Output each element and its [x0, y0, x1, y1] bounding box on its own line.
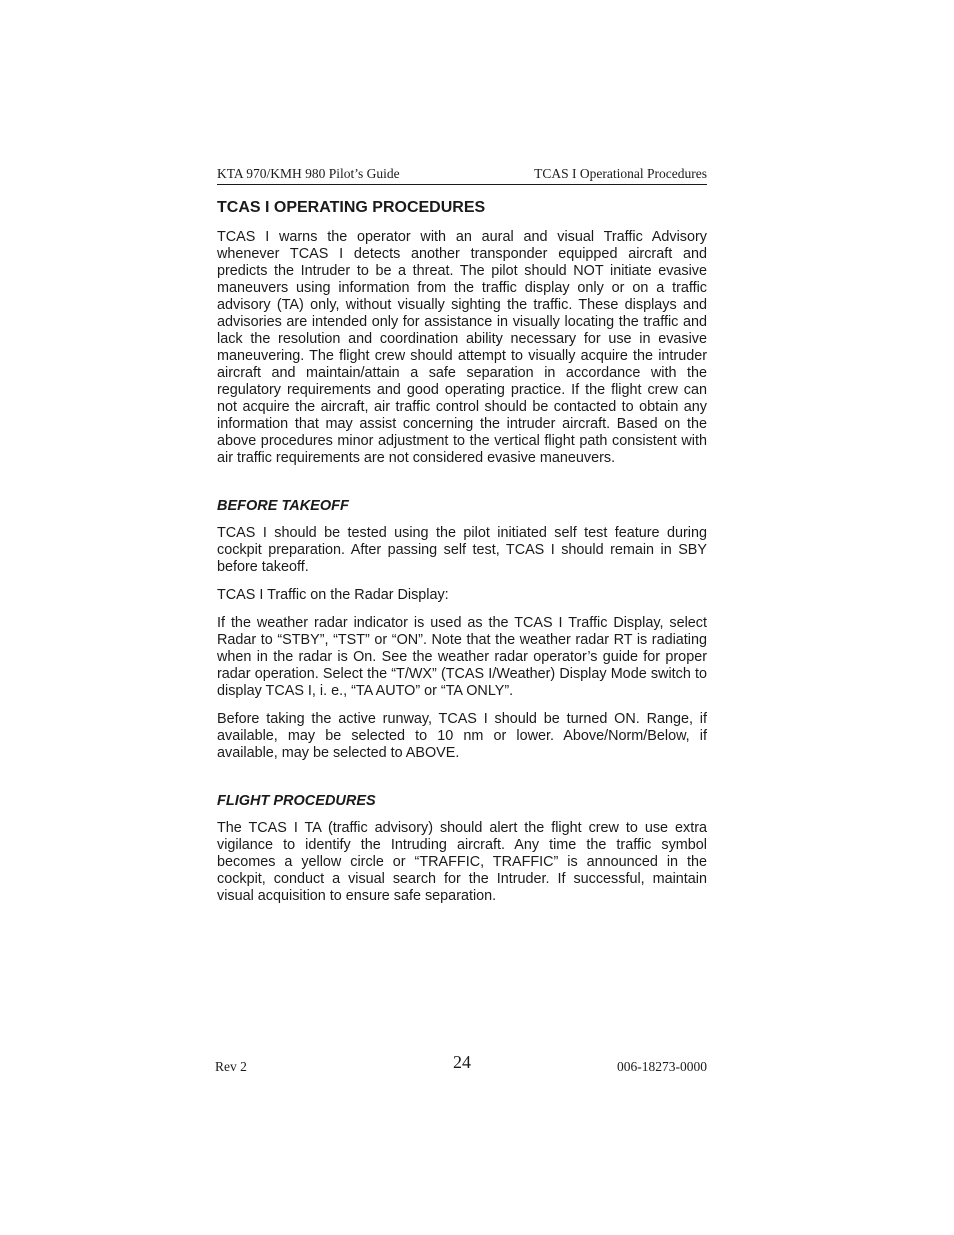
before-takeoff-paragraph-2: TCAS I Traffic on the Radar Display:	[217, 587, 449, 603]
footer-doc-number: 006-18273-0000	[617, 1059, 707, 1074]
before-takeoff-paragraph-3: If the weather radar indicator is used as the TCAS I Traffic Display, select Radar to “STBY”, “TST” or “ON”. Note that the weather radar RT is radiating when in the radar is On. See the weather radar operator’s guide for proper radar operation. Select the “T/WX” (TCAS I/Weather) Display Mode switch to display TCAS I, i. e., “TA AUTO” or “TA ONLY”.	[217, 615, 707, 699]
header-guide-title: KTA 970/KMH 980 Pilot’s Guide	[217, 166, 400, 181]
before-takeoff-paragraph-4: Before taking the active runway, TCAS I should be turned ON. Range, if available, may be selected to 10 nm or lower. Above/Norm/Below, if available, may be selected to ABOVE.	[217, 711, 707, 761]
footer-page-number: 24	[453, 1052, 471, 1072]
running-header	[217, 165, 707, 185]
intro-paragraph: TCAS I warns the operator with an aural and visual Traffic Advisory whenever TCAS I detects another transponder equipped aircraft and predicts the Intruder to be a threat. The pilot should NOT initiate evasive maneuvers using information from the traffic display only or on a traffic advisory (TA) only, without visually sighting the traffic. These displays and advisories are intended only for assistance in visually locating the traffic and lack the resolution and coordination ability necessary for use in evasive maneuvering. The flight crew should attempt to visually acquire the intruder aircraft and maintain/attain a safe separation in accordance with the regulatory requirements and good operating practice. If the flight crew can not acquire the aircraft, air traffic control should be contacted to obtain any information that may assist concerning the intruder aircraft. Based on the above procedures minor adjustment to the vertical flight path consistent with air traffic requirements are not considered evasive maneuvers.	[217, 229, 707, 466]
header-chapter-title: TCAS I Operational Procedures	[534, 166, 707, 181]
before-takeoff-heading: BEFORE TAKEOFF	[217, 498, 349, 514]
section-title: TCAS I OPERATING PROCEDURES	[217, 199, 486, 216]
footer-revision: Rev 2	[215, 1059, 247, 1074]
before-takeoff-paragraph-1: TCAS I should be tested using the pilot initiated self test feature during cockpit preparation. After passing self test, TCAS I should remain in SBY before takeoff.	[217, 525, 707, 575]
flight-procedures-heading: FLIGHT PROCEDURES	[217, 793, 376, 809]
document-page	[217, 165, 707, 916]
flight-procedures-paragraph-1: The TCAS I TA (traffic advisory) should alert the flight crew to use extra vigilance to identify the Intruding aircraft. Any time the traffic symbol becomes a yellow circle or “TRAFFIC, TRAFFIC” is announced in the cockpit, conduct a visual search for the Intruder. If successful, maintain visual acquisition to ensure safe separation.	[217, 820, 707, 904]
